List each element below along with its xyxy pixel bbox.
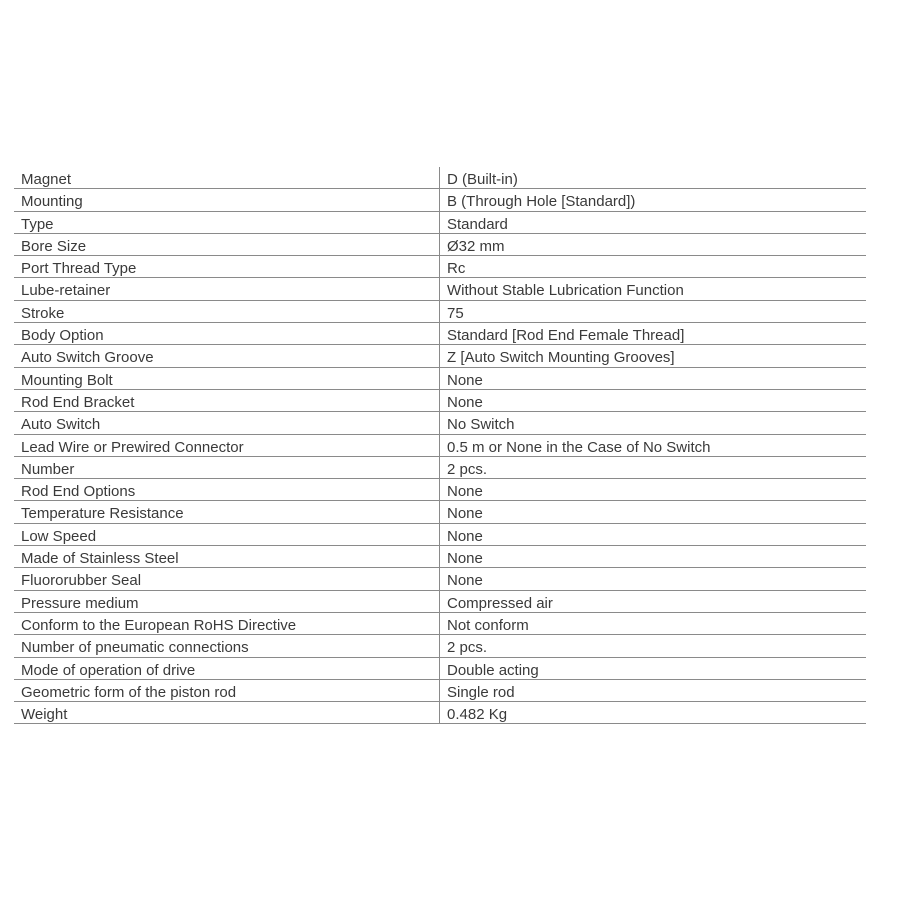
spec-value: Not conform [447, 616, 529, 634]
spec-value: None [447, 550, 483, 568]
spec-value: 0.482 Kg [447, 706, 508, 724]
spec-label: Rod End Bracket [14, 390, 440, 411]
table-row [14, 212, 866, 234]
spec-value: None [447, 572, 483, 590]
spec-label: Body Option [14, 323, 440, 344]
spec-label: Type [14, 212, 440, 233]
spec-value: Compressed air [447, 594, 553, 612]
table-row [14, 345, 866, 367]
spec-value: D (Built-in) [447, 171, 518, 188]
spec-label: Rod End Options [14, 479, 440, 500]
spec-label: Conform to the European RoHS Directive [14, 613, 440, 634]
spec-label: Pressure medium [14, 591, 440, 612]
spec-value: None [447, 393, 483, 411]
table-row [14, 546, 866, 568]
spec-value: None [447, 371, 483, 389]
table-row [14, 390, 866, 412]
table-row [14, 613, 866, 635]
spec-value: Z [Auto Switch Mounting Grooves] [447, 349, 675, 367]
spec-label: Magnet [14, 167, 440, 188]
spec-value: Ø32 mm [447, 237, 505, 255]
table-row [14, 323, 866, 345]
spec-label: Number of pneumatic connections [14, 635, 440, 656]
table-row [14, 234, 866, 256]
table-row [14, 278, 866, 300]
spec-label: Geometric form of the piston rod [14, 680, 440, 701]
table-row [14, 435, 866, 457]
spec-value: No Switch [447, 416, 515, 434]
spec-value: Double acting [447, 661, 539, 679]
spec-label: Lead Wire or Prewired Connector [14, 435, 440, 456]
table-row [14, 301, 866, 323]
spec-value: None [447, 527, 483, 545]
spec-label: Stroke [14, 301, 440, 322]
spec-value: B (Through Hole [Standard]) [447, 193, 636, 211]
spec-label: Mode of operation of drive [14, 658, 440, 679]
table-row [14, 457, 866, 479]
spec-label: Lube-retainer [14, 278, 440, 299]
spec-label: Mounting [14, 189, 440, 210]
spec-label: Low Speed [14, 524, 440, 545]
table-row [14, 635, 866, 657]
spec-value: Standard [Rod End Female Thread] [447, 327, 685, 345]
table-row [14, 524, 866, 546]
spec-value: 2 pcs. [447, 639, 488, 657]
table-row [14, 591, 866, 613]
spec-value: None [447, 483, 483, 501]
spec-label: Mounting Bolt [14, 368, 440, 389]
table-row [14, 167, 866, 189]
table-row [14, 658, 866, 680]
spec-value: 0.5 m or None in the Case of No Switch [447, 438, 711, 456]
spec-label: Temperature Resistance [14, 501, 440, 522]
table-row [14, 501, 866, 523]
spec-value: 2 pcs. [447, 460, 488, 478]
spec-value: Standard [447, 215, 508, 233]
spec-value: Without Stable Lubrication Function [447, 282, 684, 300]
spec-value: 75 [447, 304, 464, 322]
spec-label: Weight [14, 702, 440, 723]
table-row [14, 368, 866, 390]
table-row [14, 412, 866, 434]
spec-label: Port Thread Type [14, 256, 440, 277]
table-row [14, 702, 866, 724]
spec-label: Number [14, 457, 440, 478]
table-row [14, 189, 866, 211]
spec-label: Fluororubber Seal [14, 568, 440, 589]
table-row [14, 568, 866, 590]
spec-label: Bore Size [14, 234, 440, 255]
table-row [14, 479, 866, 501]
spec-value: Single rod [447, 683, 515, 701]
spec-label: Auto Switch [14, 412, 440, 433]
table-row [14, 680, 866, 702]
spec-value: None [447, 505, 483, 523]
table-row [14, 256, 866, 278]
spec-label: Made of Stainless Steel [14, 546, 440, 567]
spec-table [14, 167, 866, 724]
spec-value: Rc [447, 260, 466, 278]
spec-label: Auto Switch Groove [14, 345, 440, 366]
